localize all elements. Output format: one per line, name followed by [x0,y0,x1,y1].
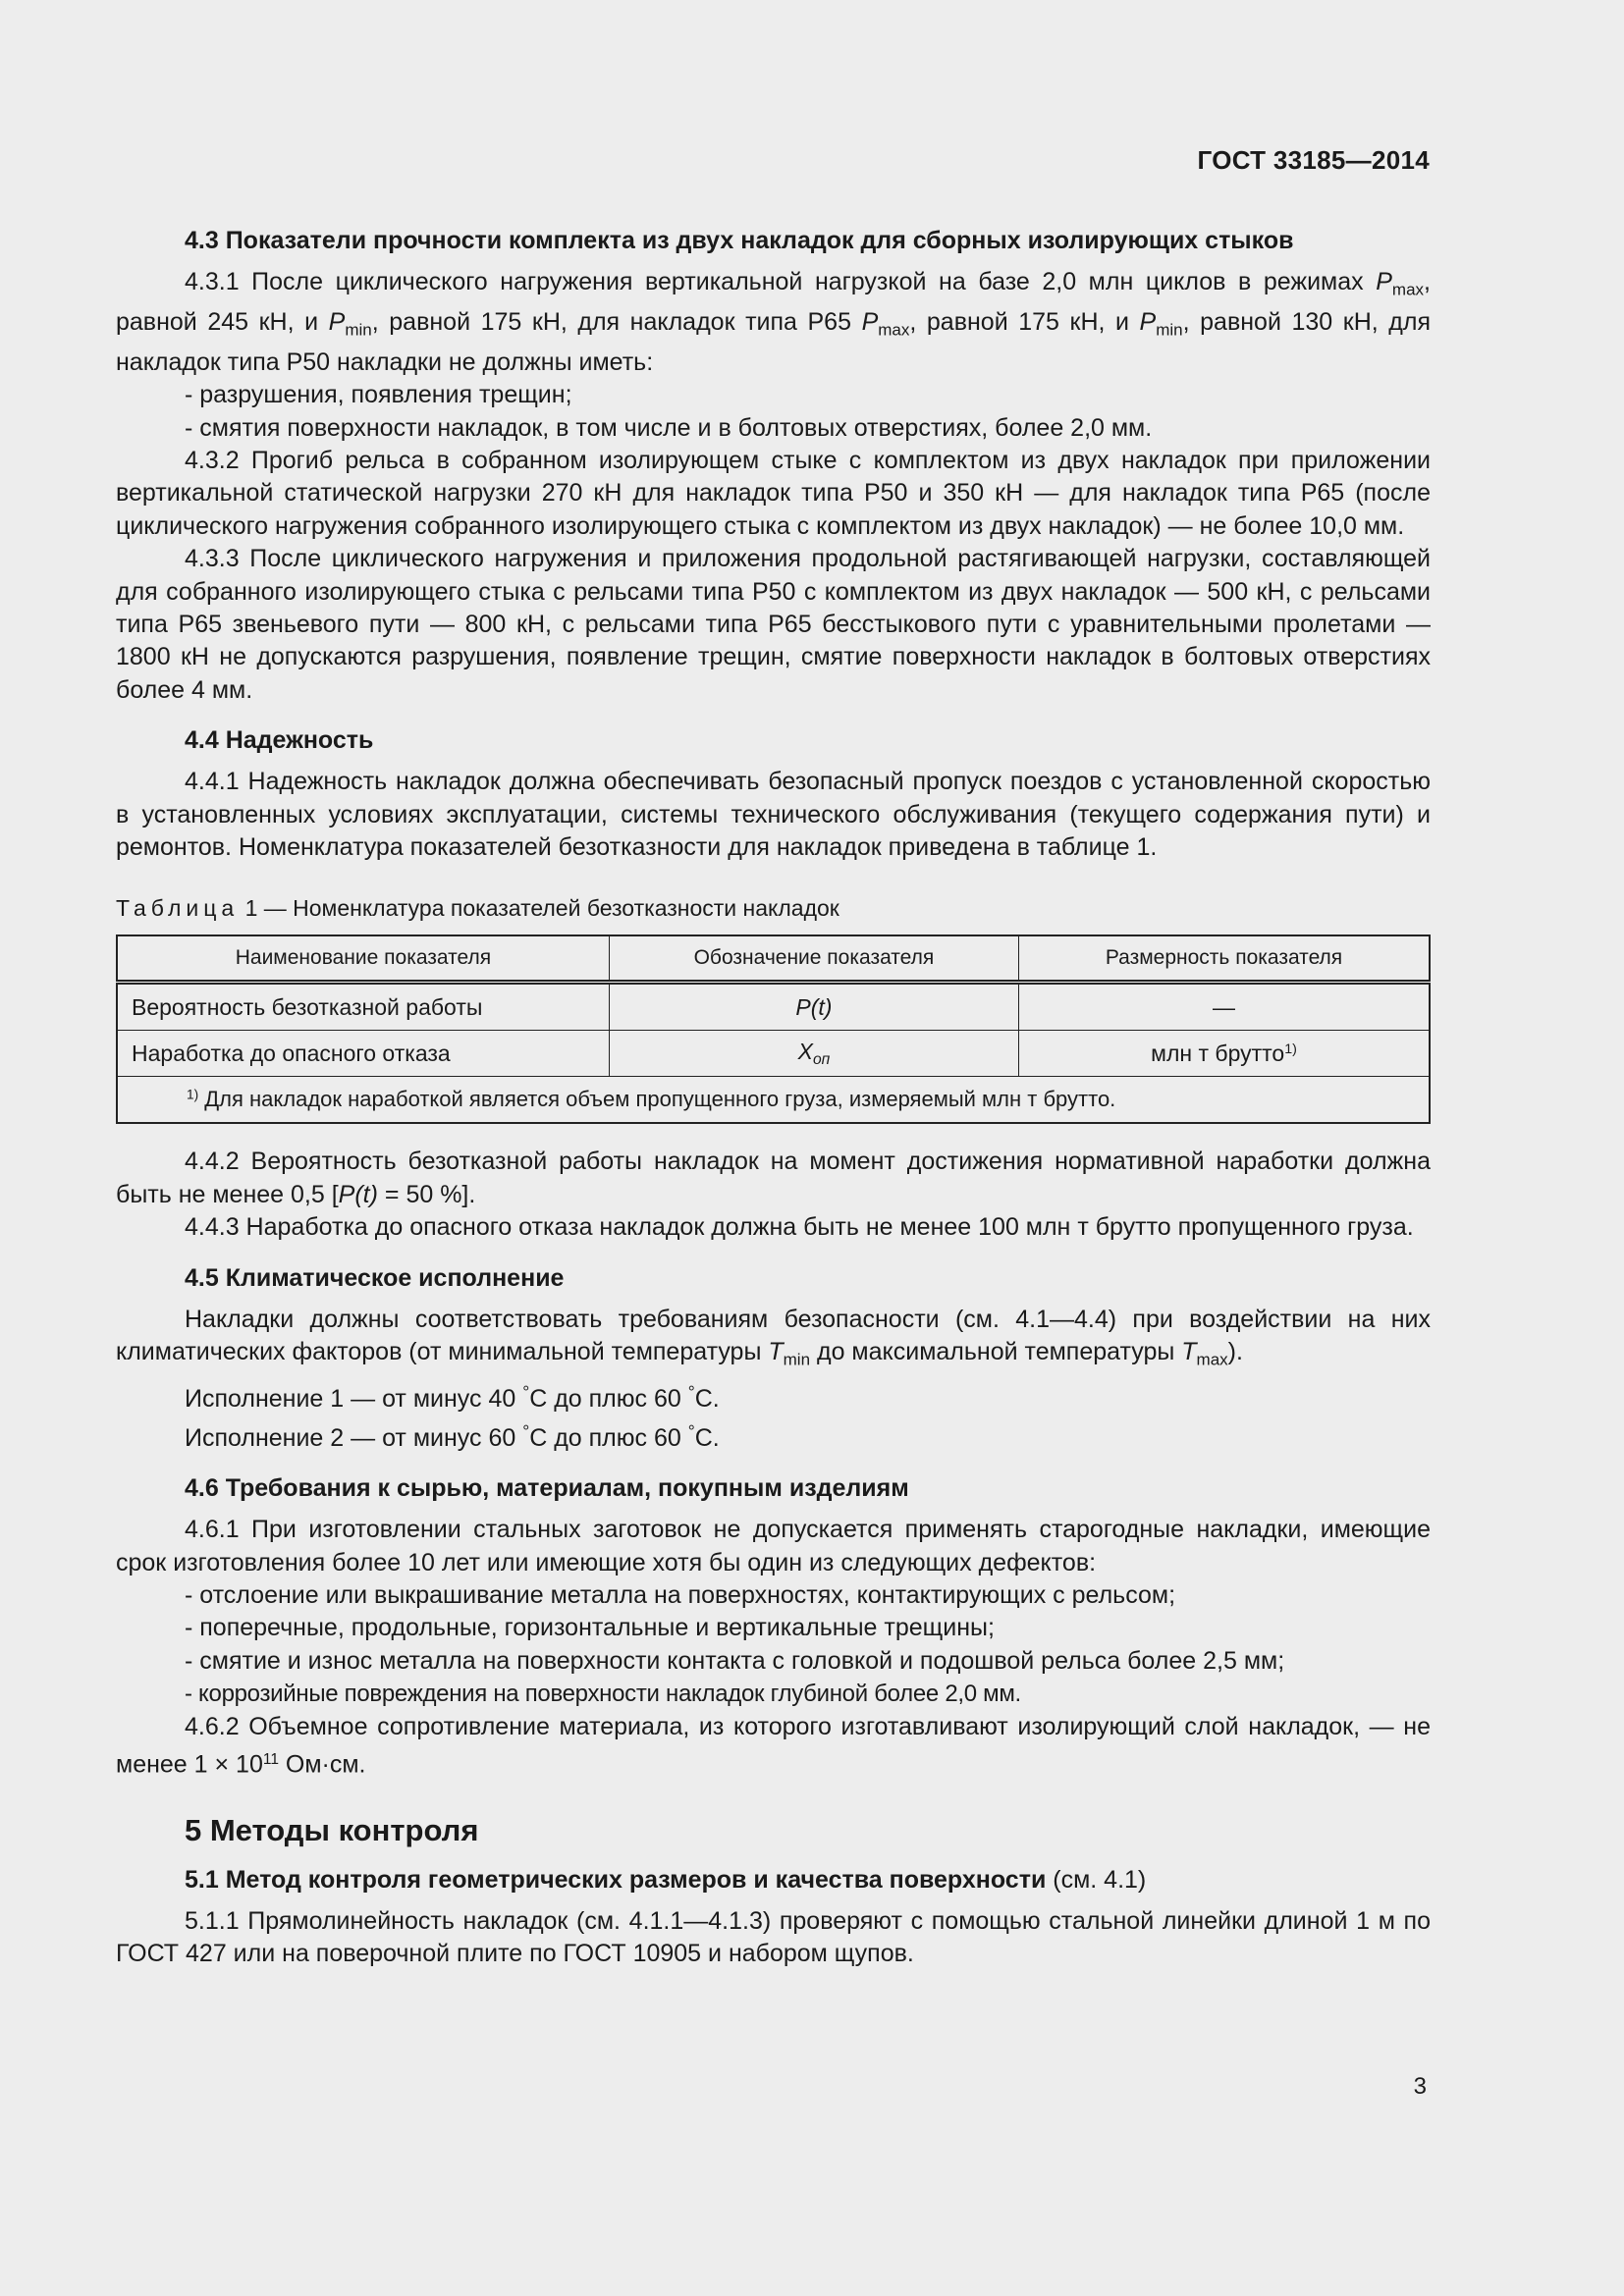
list-item: - поперечные, продольные, горизонтальные и вертикальные трещины; [185,1614,995,1642]
table-caption: Таблица 1 — Номенклатура показателей безотказности накладок [116,895,839,922]
table-cell-symbol: $X_{оп}$ [609,1031,1018,1077]
section-4-4-title: 4.4 Надежность [185,726,374,755]
table-cell-name: Вероятность безотказной работы [117,983,609,1031]
paragraph-4-4-1: 4.4.1 Надежность накладок должна обеспечивать безопасный пропуск поездов с установленной скоростью в установленных условиях эксплуатации, системы технического обслуживания (текущего содержания пути) и ремонтов. Номенклатура показателей безотказности для накладок приведена в таблице 1. [116,768,1431,861]
table-row [117,983,1430,1031]
table-cell-unit: млн т брутто$^{1)}$ [1019,1031,1430,1077]
reliability-table [116,934,1431,1124]
page-content [116,225,1431,1971]
table-header-name: Наименование показателя [117,935,609,983]
table-cell-name: Наработка до опасного отказа [117,1031,609,1077]
paragraph-4-3-3: 4.3.3 После циклического нагружения и приложения продольной растягивающей нагрузки, составляющей для собранного изолирующего стыка с рельсами типа Р50 с комплектом из двух накладок — 500 кН, с рельсами типа Р65 звеньевого пути — 800 кН, с рельсами типа Р65 бесстыкового пути с уравнительными пролетами — 1800 кН не допускаются разрушения, появление трещин, смятие поверхности накладок в болтовых отверстиях более 4 мм. [116,545,1431,704]
table-header-symbol: Обозначение показателя [609,935,1018,983]
list-item: - смятие и износ металла на поверхности контакта с головкой и подошвой рельса более 2,5 мм; [185,1646,1285,1675]
section-4-3-title: 4.3 Показатели прочности комплекта из двух накладок для сборных изолирующих стыков [185,227,1294,254]
page-number: 3 [1413,2073,1427,2100]
table-footnote: $^{1)}$ Для накладок наработкой является объем пропущенного груза, измеряемый млн т брутто. [117,1077,1430,1124]
section-5-1-title: 5.1 Метод контроля геометрических размеров и качества поверхности (см. 4.1) [185,1865,1147,1894]
climate-version-2: Исполнение 2 — от минус 60 °С до плюс 60 °С. [185,1421,720,1452]
list-item: - разрушения, появления трещин; [185,381,572,409]
table-header-unit: Размерность показателя [1019,935,1430,983]
climate-version-1: Исполнение 1 — от минус 40 °С до плюс 60 °С. [185,1381,720,1413]
list-item: - смятия поверхности накладок, в том числе и в болтовых отверстиях, более 2,0 мм. [185,413,1153,442]
paragraph-4-3-2: 4.3.2 Прогиб рельса в собранном изолирующем стыке с комплектом из двух накладок при приложении вертикальной статической нагрузки 270 кН для накладок типа Р50 и 350 кН — для накладок типа Р65 (после циклического нагружения собранного изолирующего стыка с комплектом из двух накладок) — не более 10,0 мм. [116,446,1431,540]
paragraph-4-6-1: 4.6.1 При изготовлении стальных заготовок не допускается применять старогодные накладки, имеющие срок изготовления более 10 лет или имеющие хотя бы один из следующих дефектов: [116,1516,1431,1576]
paragraph-4-6-2: 4.6.2 Объемное сопротивление материала, из которого изготавливают изолирующий слой накладок, — не менее $1 \times 10^{11}$ Ом·см. [116,1712,1431,1779]
paragraph-4-4-3: 4.4.3 Наработка до опасного отказа накладок должна быть не менее 100 млн т брутто пропущенного груза. [185,1213,1414,1242]
section-4-6-title: 4.6 Требования к сырью, материалам, покупным изделиям [185,1474,909,1503]
paragraph-5-1-1: 5.1.1 Прямолинейность накладок (см. 4.1.1—4.1.3) проверяют с помощью стальной линейки длиной 1 м по ГОСТ 427 или на поверочной плите по ГОСТ 10905 и набором щупов. [116,1906,1431,1968]
table-note-row [117,1077,1430,1124]
paragraph-4-3-1: 4.3.1 После циклического нагружения вертикальной нагрузкой на базе 2,0 млн циклов в режимах $P_{max}$, равной 245 кН, и $P_{min}$, равной 175 кН, для накладок типа Р65 $P_{max}$, равной 175 кН, и $P_{min}$, равной 130 кН, для накладок типа Р50 накладки не должны иметь: [116,268,1431,376]
document-id: ГОСТ 33185—2014 [1197,145,1430,175]
list-item: - коррозийные повреждения на поверхности накладок глубиной более 2,0 мм. [185,1681,1021,1708]
table-cell-symbol: P(t) [609,983,1018,1031]
section-4-5-title: 4.5 Климатическое исполнение [185,1263,565,1292]
table-cell-unit: — [1019,983,1430,1031]
paragraph-4-5: Накладки должны соответствовать требованиям безопасности (см. 4.1—4.4) при воздействии на них климатических факторов (от минимальной температуры $T_{min}$ до максимальной температуры $T_{max}$). [116,1305,1431,1369]
table-row [117,1031,1430,1077]
paragraph-4-4-2: 4.4.2 Вероятность безотказной работы накладок на момент достижения нормативной наработки должна быть не менее 0,5 [P(t) = 50 %]. [116,1148,1431,1208]
section-5-title: 5 Методы контроля [185,1812,479,1847]
list-item: - отслоение или выкрашивание металла на поверхностях, контактирующих с рельсом; [185,1580,1176,1609]
